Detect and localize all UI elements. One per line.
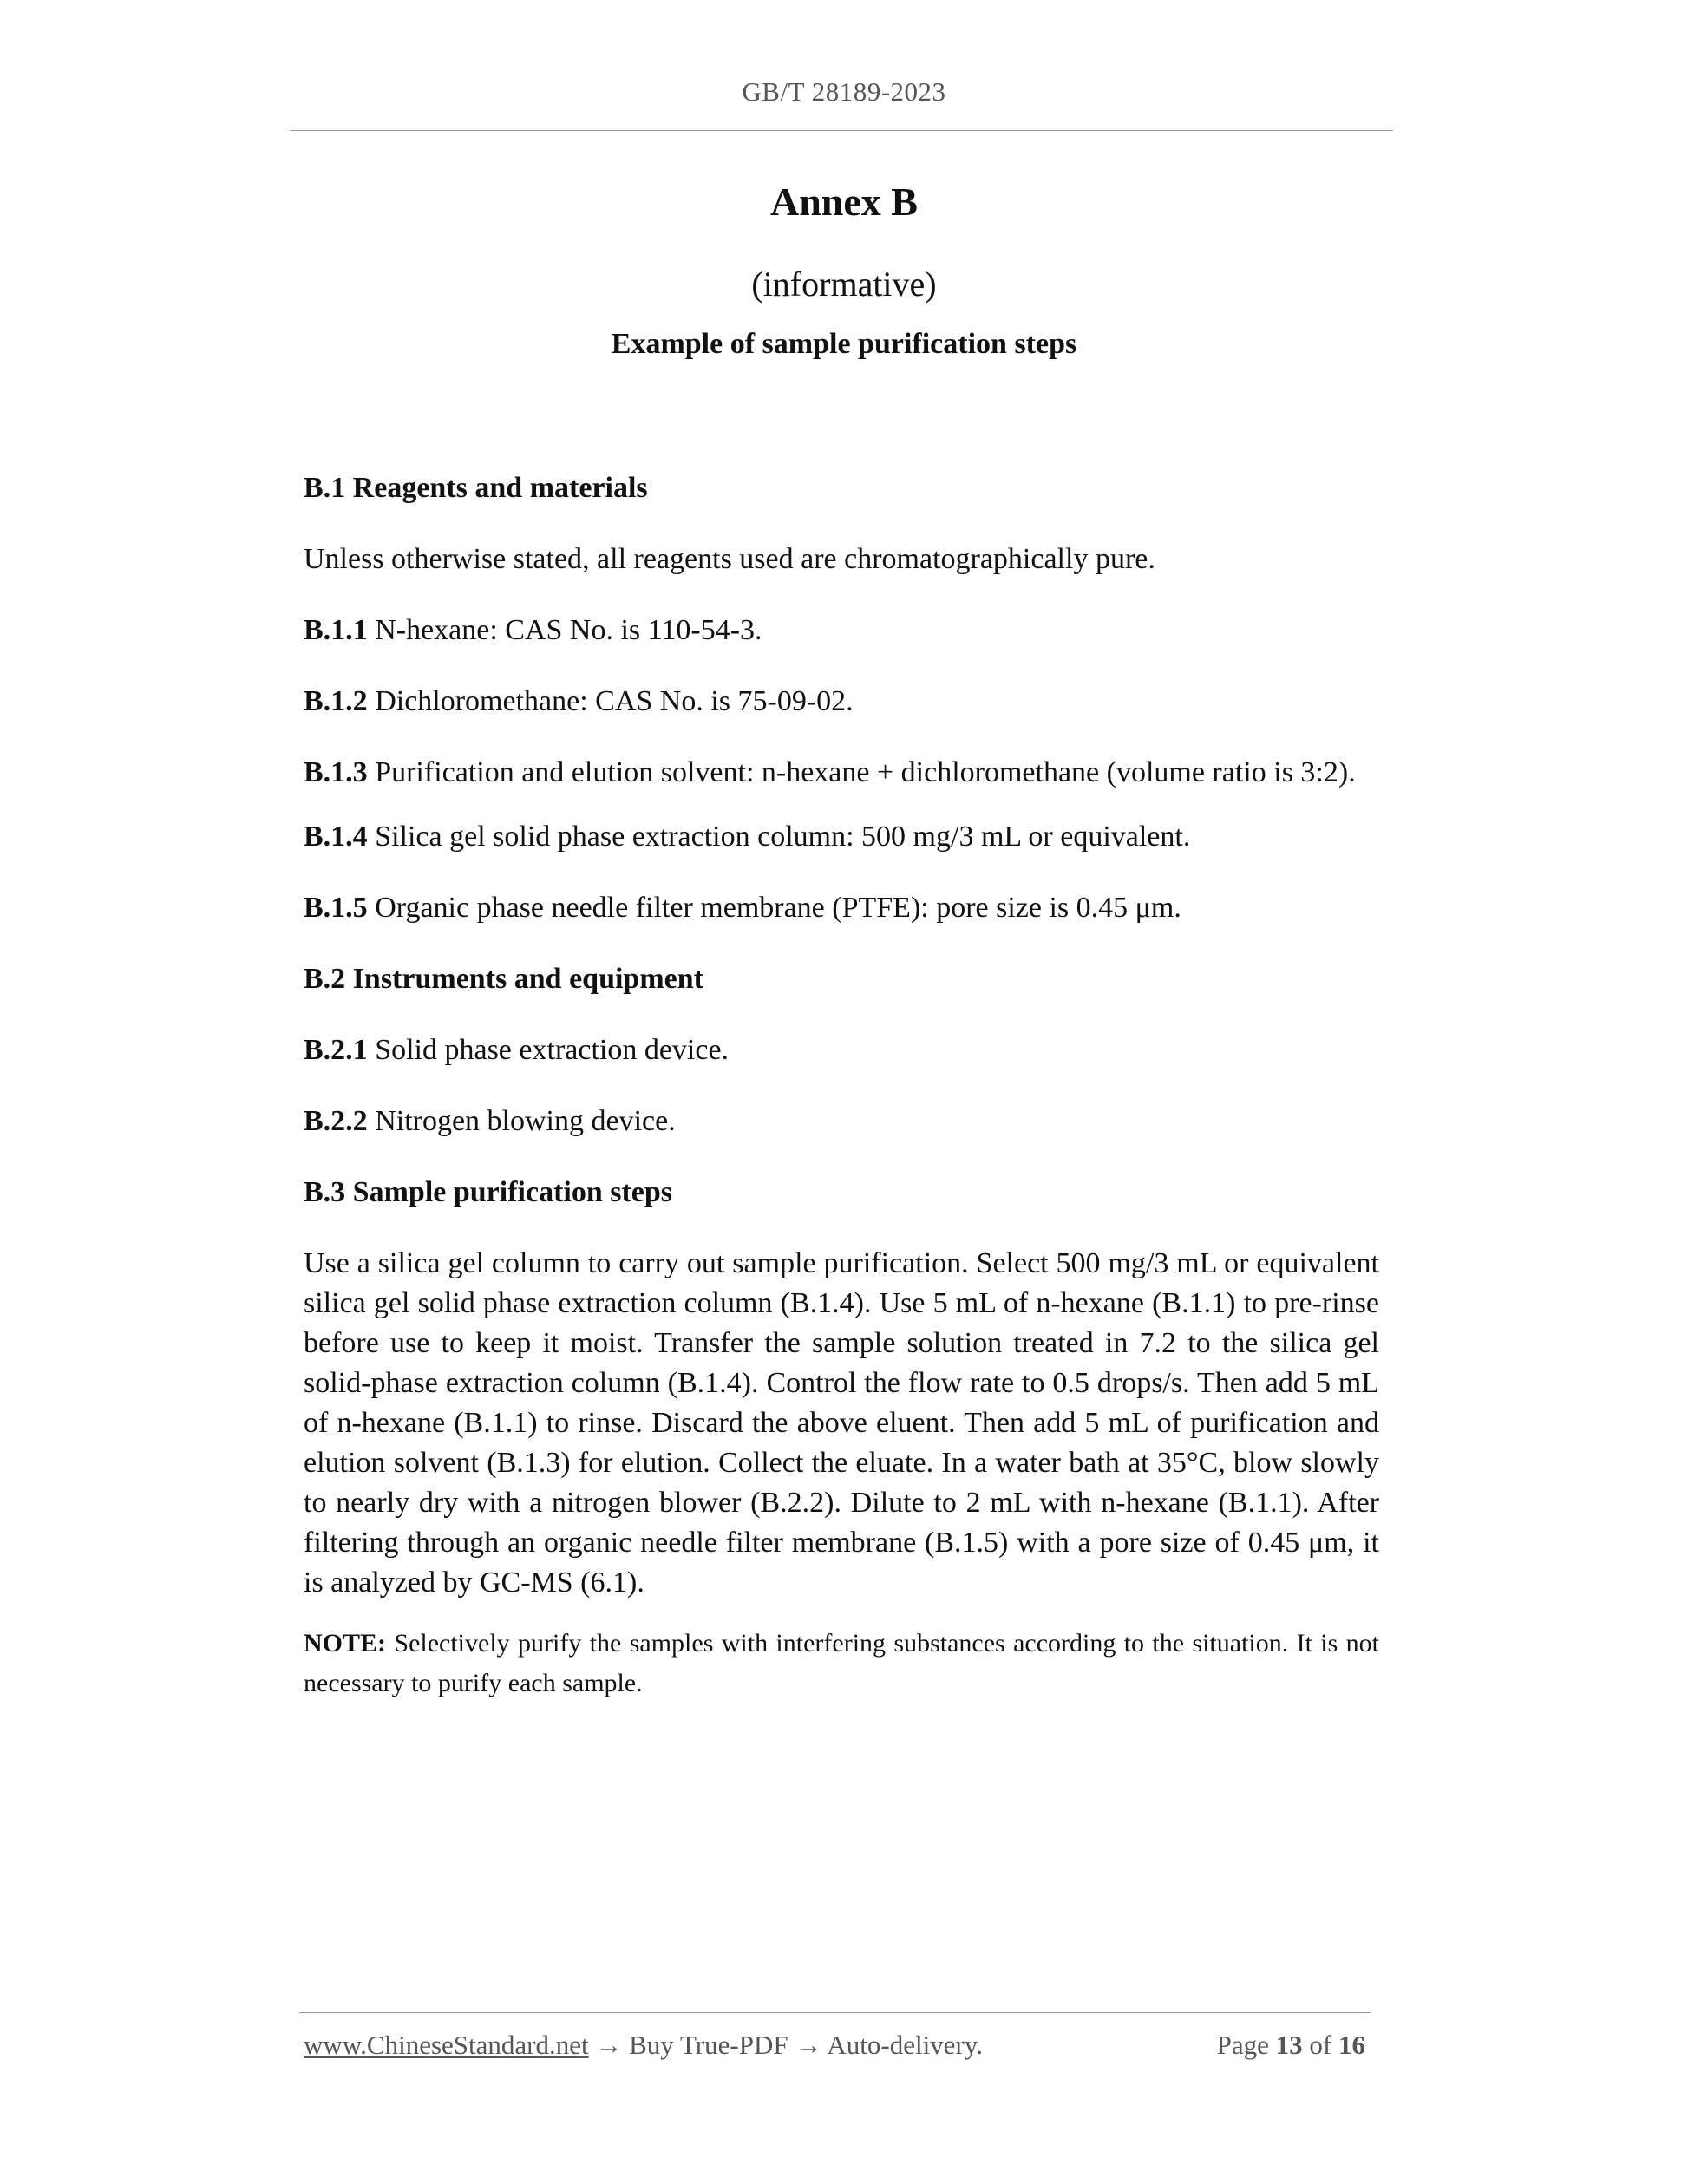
clause-text: Dichloromethane: CAS No. is 75-09-02. bbox=[367, 685, 854, 717]
clause-text: Purification and elution solvent: n-hexane + dichloromethane (volume ratio is 3:2). bbox=[367, 756, 1356, 788]
website-link[interactable]: www.ChineseStandard.net bbox=[304, 2030, 589, 2060]
note-text: Selectively purify the samples with interfering substances according to the situation. It is not necessary to purify each sample. bbox=[304, 1629, 1379, 1697]
page-total: 16 bbox=[1338, 2030, 1365, 2060]
clause-number: B.1.2 bbox=[304, 685, 368, 717]
footer-promo-text: → Buy True-PDF → Auto-delivery. bbox=[588, 2030, 983, 2060]
clause-b-2-1 bbox=[304, 1030, 1379, 1070]
clause-b-1-2 bbox=[304, 682, 1379, 722]
page-indicator bbox=[1217, 2030, 1365, 2061]
clause-number: B.1.4 bbox=[304, 821, 368, 853]
note bbox=[304, 1624, 1379, 1703]
clause-number: B.1.3 bbox=[304, 756, 368, 788]
clause-text: Silica gel solid phase extraction column: 500 mg/3 mL or equivalent. bbox=[367, 821, 1191, 853]
note-label: NOTE: bbox=[304, 1629, 387, 1658]
footer-promo bbox=[304, 2030, 983, 2061]
annex-subtitle: Example of sample purification steps bbox=[611, 328, 1077, 360]
clause-number: B.2.2 bbox=[304, 1105, 368, 1137]
section-b3-body: Use a silica gel column to carry out sample purification. Select 500 mg/3 mL or equivalent silica gel solid phase extraction column (B.1.4). Use 5 mL of n-hexane (B.1.1) to pre-rinse before use to keep it moist. Transfer the sample solution treated in 7.2 to the silica gel solid-phase extraction column (B.1.4). Control the flow rate to 0.5 drops/s. Then add 5 mL of n-hexane (B.1.1) to rinse. Discard the above eluent. Then add 5 mL of purification and elution solvent (B.1.3) for elution. Collect the eluate. In a water bath at 35°C, blow slowly to nearly dry with a nitrogen blower (B.2.2). Dilute to 2 mL with n-hexane (B.1.1). After filtering through an organic needle filter membrane (B.1.5) with a pore size of 0.45 μm, it is analyzed by GC-MS (6.1). bbox=[304, 1247, 1379, 1599]
clause-text: N-hexane: CAS No. is 110-54-3. bbox=[367, 614, 762, 646]
clause-b-1-1 bbox=[304, 611, 1379, 651]
annex-content bbox=[304, 468, 1379, 1735]
section-heading-b1: B.1 Reagents and materials bbox=[304, 472, 648, 504]
clause-text: Solid phase extraction device. bbox=[367, 1034, 730, 1066]
clause-text: Nitrogen blowing device. bbox=[367, 1105, 676, 1137]
clause-number: B.1.5 bbox=[304, 892, 368, 924]
header-divider bbox=[290, 130, 1393, 131]
section-heading-b3: B.3 Sample purification steps bbox=[304, 1176, 673, 1208]
clause-b-2-2 bbox=[304, 1102, 1379, 1141]
clause-b-1-5 bbox=[304, 888, 1379, 928]
page-label: Page bbox=[1216, 2030, 1269, 2060]
annex-type: (informative) bbox=[751, 265, 937, 304]
footer-divider bbox=[299, 2012, 1371, 2013]
clause-number: B.1.1 bbox=[304, 614, 368, 646]
running-header: GB/T 28189-2023 bbox=[742, 76, 946, 107]
annex-title: Annex B bbox=[770, 180, 918, 224]
clause-text: Organic phase needle filter membrane (PTFE): pore size is 0.45 μm. bbox=[367, 892, 1181, 924]
section-b1-intro: Unless otherwise stated, all reagents used are chromatographically pure. bbox=[304, 543, 1155, 575]
section-heading-b2: B.2 Instruments and equipment bbox=[304, 963, 703, 995]
clause-b-1-4 bbox=[304, 817, 1379, 857]
page-of-label: of bbox=[1309, 2030, 1332, 2060]
clause-b-1-3 bbox=[304, 753, 1379, 793]
page-current: 13 bbox=[1275, 2030, 1303, 2060]
clause-number: B.2.1 bbox=[304, 1034, 368, 1066]
